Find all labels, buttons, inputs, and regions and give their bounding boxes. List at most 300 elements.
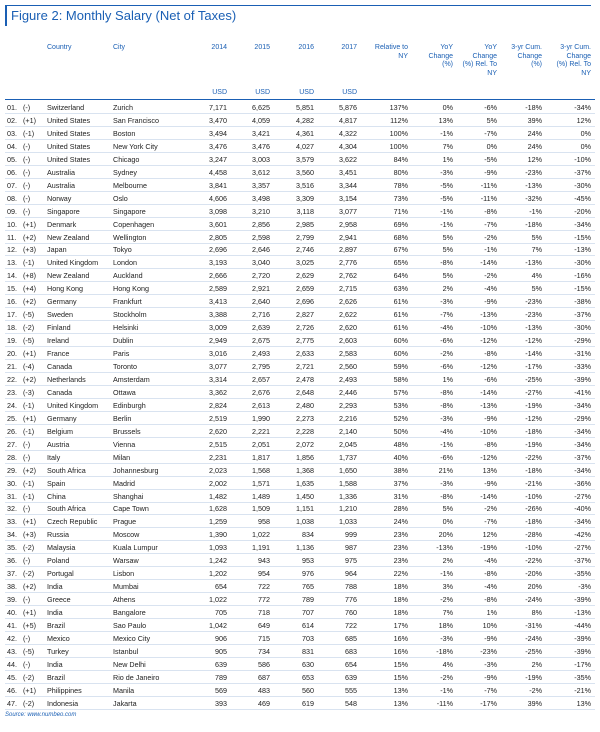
country-cell: Spain: [47, 478, 66, 488]
salary-2015-cell: 722: [258, 582, 270, 592]
salary-2014-cell: 1,242: [209, 556, 227, 566]
yoy-change-cell: 0%: [442, 517, 453, 527]
salary-2016-cell: 653: [302, 672, 314, 682]
rank-change-cell: (-): [23, 180, 31, 190]
header-yoy-change: YoY Change (%): [428, 44, 453, 68]
relative-to-ny-cell: 18%: [393, 582, 408, 592]
table-row: [5, 218, 595, 231]
salary-2017-cell: 1,033: [339, 517, 357, 527]
country-cell: Norway: [47, 193, 72, 203]
salary-2014-cell: 4,458: [209, 167, 227, 177]
salary-2016-cell: 831: [302, 646, 314, 656]
yoy-change-rel-ny-cell: -8%: [484, 595, 497, 605]
city-cell: Warsaw: [113, 556, 139, 566]
salary-2014-cell: 3,388: [209, 310, 227, 320]
three-yr-change-rel-ny-cell: -21%: [574, 685, 591, 695]
yoy-change-cell: 13%: [438, 115, 453, 125]
city-cell: Edinburgh: [113, 400, 146, 410]
three-yr-change-cell: -28%: [525, 530, 542, 540]
country-cell: United Kingdom: [47, 258, 99, 268]
salary-2016-cell: 2,775: [296, 336, 314, 346]
rank-change-cell: (+1): [23, 413, 36, 423]
salary-2014-cell: 3,247: [209, 154, 227, 164]
salary-2014-cell: 3,494: [209, 128, 227, 138]
yoy-change-cell: -2%: [440, 349, 453, 359]
three-yr-change-rel-ny-cell: -10%: [574, 154, 591, 164]
city-cell: Moscow: [113, 530, 140, 540]
salary-2015-cell: 2,657: [252, 374, 270, 384]
yoy-change-cell: -6%: [440, 452, 453, 462]
country-cell: Belgium: [47, 426, 73, 436]
rank-change-cell: (+2): [23, 232, 36, 242]
three-yr-change-cell: -21%: [525, 478, 542, 488]
table-row: [5, 256, 595, 269]
yoy-change-rel-ny-cell: -4%: [484, 284, 497, 294]
unit-2015: USD: [255, 89, 270, 96]
table-row: [5, 101, 595, 114]
salary-2017-cell: 3,451: [339, 167, 357, 177]
yoy-change-cell: 5%: [442, 232, 453, 242]
country-cell: Singapore: [47, 206, 80, 216]
relative-to-ny-cell: 67%: [393, 245, 408, 255]
table-row: [5, 347, 595, 360]
city-cell: Tokyo: [113, 245, 132, 255]
yoy-change-rel-ny-cell: -12%: [480, 452, 497, 462]
three-yr-change-cell: -18%: [525, 103, 542, 112]
city-cell: Manila: [113, 685, 135, 695]
salary-2015-cell: 958: [258, 517, 270, 527]
relative-to-ny-cell: 112%: [390, 115, 408, 125]
three-yr-change-cell: 5%: [531, 232, 542, 242]
salary-2016-cell: 4,282: [296, 115, 314, 125]
city-cell: Milan: [113, 452, 131, 462]
salary-2014-cell: 7,171: [209, 103, 227, 112]
salary-2015-cell: 687: [258, 672, 270, 682]
three-yr-change-rel-ny-cell: -35%: [574, 569, 591, 579]
salary-2014-cell: 1,202: [209, 569, 227, 579]
three-yr-change-rel-ny-cell: -27%: [574, 543, 591, 553]
rank-change-cell: (-1): [23, 426, 35, 436]
source-note: Source: www.numbeo.com: [5, 712, 77, 718]
yoy-change-rel-ny-cell: -13%: [480, 310, 497, 320]
salary-2017-cell: 4,817: [339, 115, 357, 125]
rank-change-cell: (+2): [23, 582, 36, 592]
salary-2017-cell: 3,077: [339, 206, 357, 216]
salary-2017-cell: 2,620: [339, 323, 357, 333]
three-yr-change-rel-ny-cell: -39%: [574, 633, 591, 643]
city-cell: Rio de Janeiro: [113, 672, 160, 682]
salary-2014-cell: 1,390: [209, 530, 227, 540]
three-yr-change-rel-ny-cell: -37%: [574, 556, 591, 566]
rank-change-cell: (-): [23, 154, 31, 164]
salary-2017-cell: 3,154: [339, 193, 357, 203]
three-yr-change-rel-ny-cell: -42%: [574, 530, 591, 540]
country-cell: Japan: [47, 245, 67, 255]
three-yr-change-rel-ny-cell: -27%: [574, 491, 591, 501]
city-cell: Ottawa: [113, 387, 136, 397]
column-headers: [5, 44, 595, 94]
relative-to-ny-cell: 28%: [393, 504, 408, 514]
relative-to-ny-cell: 68%: [393, 232, 408, 242]
yoy-change-rel-ny-cell: -7%: [484, 128, 497, 138]
header-2016: 2016: [298, 44, 314, 51]
salary-2015-cell: 649: [258, 621, 270, 630]
salary-2016-cell: 2,633: [296, 349, 314, 359]
table-row: [5, 334, 595, 347]
rank-change-cell: (-5): [23, 336, 35, 346]
salary-2016-cell: 3,025: [296, 258, 314, 268]
three-yr-change-rel-ny-cell: -37%: [574, 452, 591, 462]
rank-cell: 10.: [7, 219, 17, 229]
salary-2016-cell: 2,273: [296, 413, 314, 423]
salary-2014-cell: 569: [215, 685, 227, 695]
table-row: [5, 231, 595, 244]
relative-to-ny-cell: 37%: [393, 478, 408, 488]
yoy-change-rel-ny-cell: -8%: [484, 206, 497, 216]
yoy-change-cell: 5%: [442, 504, 453, 514]
salary-2017-cell: 683: [345, 646, 357, 656]
salary-2016-cell: 1,856: [296, 452, 314, 462]
yoy-change-rel-ny-cell: -9%: [484, 413, 497, 423]
salary-2015-cell: 483: [258, 685, 270, 695]
salary-2017-cell: 788: [345, 582, 357, 592]
table-row: [5, 192, 595, 205]
three-yr-change-rel-ny-cell: -34%: [574, 400, 591, 410]
yoy-change-cell: -3%: [440, 297, 453, 307]
salary-2014-cell: 1,482: [209, 491, 227, 501]
salary-2014-cell: 2,824: [209, 400, 227, 410]
table-row: [5, 502, 595, 515]
salary-2015-cell: 715: [258, 633, 270, 643]
salary-2016-cell: 2,480: [296, 400, 314, 410]
salary-2016-cell: 4,027: [296, 141, 314, 151]
salary-2017-cell: 2,560: [339, 362, 357, 371]
salary-2017-cell: 2,583: [339, 349, 357, 359]
salary-2016-cell: 2,746: [296, 245, 314, 255]
salary-2014-cell: 3,476: [209, 141, 227, 151]
salary-2016-cell: 2,478: [296, 374, 314, 384]
country-cell: Portugal: [47, 569, 74, 579]
three-yr-change-cell: -10%: [525, 491, 542, 501]
header-2014: 2014: [211, 44, 227, 51]
table-row: [5, 308, 595, 321]
three-yr-change-cell: -19%: [525, 672, 542, 682]
yoy-change-cell: 7%: [442, 608, 453, 618]
country-cell: India: [47, 608, 63, 618]
salary-2015-cell: 2,921: [252, 284, 270, 294]
city-cell: Athens: [113, 595, 136, 605]
salary-2017-cell: 2,622: [339, 310, 357, 320]
city-cell: Istanbul: [113, 646, 139, 656]
salary-2017-cell: 2,626: [339, 297, 357, 307]
three-yr-change-cell: -19%: [525, 439, 542, 449]
unit-2016: USD: [299, 89, 314, 96]
three-yr-change-rel-ny-cell: 0%: [580, 128, 591, 138]
salary-2017-cell: 760: [345, 608, 357, 618]
rank-cell: 23.: [7, 387, 17, 397]
salary-2015-cell: 1,191: [252, 543, 270, 553]
salary-2015-cell: 1,022: [252, 530, 270, 540]
relative-to-ny-cell: 71%: [393, 206, 408, 216]
table-row: [5, 438, 595, 451]
relative-to-ny-cell: 18%: [393, 595, 408, 605]
rank-change-cell: (+1): [23, 219, 36, 229]
salary-2017-cell: 2,446: [339, 387, 357, 397]
rank-cell: 46.: [7, 685, 17, 695]
three-yr-change-cell: 39%: [527, 115, 542, 125]
salary-2015-cell: 2,639: [252, 323, 270, 333]
rank-cell: 29.: [7, 465, 17, 475]
rank-cell: 16.: [7, 297, 17, 307]
relative-to-ny-cell: 61%: [393, 297, 408, 307]
header-relative-ny: Relative to NY: [374, 44, 408, 60]
country-cell: Australia: [47, 180, 75, 190]
yoy-change-cell: -3%: [440, 167, 453, 177]
three-yr-change-cell: 20%: [527, 582, 542, 592]
relative-to-ny-cell: 31%: [393, 491, 408, 501]
yoy-change-rel-ny-cell: -12%: [480, 336, 497, 346]
three-yr-change-cell: -1%: [529, 206, 542, 216]
relative-to-ny-cell: 57%: [393, 387, 408, 397]
rank-cell: 30.: [7, 478, 17, 488]
rank-change-cell: (-): [23, 504, 31, 514]
relative-to-ny-cell: 15%: [393, 659, 408, 669]
rank-cell: 34.: [7, 530, 17, 540]
relative-to-ny-cell: 73%: [393, 193, 408, 203]
yoy-change-rel-ny-cell: -10%: [480, 323, 497, 333]
yoy-change-cell: -1%: [440, 685, 453, 695]
country-cell: Brazil: [47, 672, 65, 682]
three-yr-change-rel-ny-cell: -20%: [574, 206, 591, 216]
rank-cell: 01.: [7, 103, 17, 112]
salary-2016-cell: 3,579: [296, 154, 314, 164]
three-yr-change-rel-ny-cell: -34%: [574, 465, 591, 475]
yoy-change-cell: 4%: [442, 659, 453, 669]
yoy-change-rel-ny-cell: -23%: [480, 646, 497, 656]
city-cell: Kuala Lumpur: [113, 543, 158, 553]
salary-2014-cell: 1,042: [209, 621, 227, 630]
table-row: [5, 386, 595, 399]
country-cell: Germany: [47, 297, 77, 307]
rank-change-cell: (-): [23, 103, 31, 112]
rank-cell: 32.: [7, 504, 17, 514]
rank-cell: 28.: [7, 452, 17, 462]
yoy-change-rel-ny-cell: 12%: [482, 530, 497, 540]
relative-to-ny-cell: 61%: [393, 310, 408, 320]
salary-2016-cell: 3,118: [296, 206, 314, 216]
three-yr-change-rel-ny-cell: -39%: [574, 374, 591, 384]
salary-2015-cell: 1,509: [252, 504, 270, 514]
yoy-change-rel-ny-cell: 5%: [486, 115, 497, 125]
rank-cell: 36.: [7, 556, 17, 566]
relative-to-ny-cell: 84%: [393, 154, 408, 164]
yoy-change-cell: -3%: [440, 633, 453, 643]
rank-cell: 42.: [7, 633, 17, 643]
salary-2015-cell: 1,571: [252, 478, 270, 488]
header-yoy-change-rel-ny: YoY Change (%) Rel. To NY: [462, 44, 497, 77]
three-yr-change-cell: -26%: [525, 504, 542, 514]
salary-2016-cell: 2,648: [296, 387, 314, 397]
salary-2014-cell: 906: [215, 633, 227, 643]
salary-2014-cell: 4,606: [209, 193, 227, 203]
yoy-change-cell: -1%: [440, 219, 453, 229]
salary-2016-cell: 4,361: [296, 128, 314, 138]
salary-2017-cell: 2,603: [339, 336, 357, 346]
salary-2014-cell: 2,515: [209, 439, 227, 449]
three-yr-change-cell: -10%: [525, 543, 542, 553]
salary-2015-cell: 2,676: [252, 387, 270, 397]
yoy-change-rel-ny-cell: 13%: [482, 465, 497, 475]
salary-2015-cell: 1,817: [252, 452, 270, 462]
yoy-change-rel-ny-cell: 10%: [482, 621, 497, 630]
rank-change-cell: (+2): [23, 297, 36, 307]
header-country: Country: [47, 44, 72, 51]
yoy-change-rel-ny-cell: -7%: [484, 219, 497, 229]
city-cell: Oslo: [113, 193, 128, 203]
three-yr-change-cell: -12%: [525, 413, 542, 423]
rank-cell: 45.: [7, 672, 17, 682]
table-row: [5, 451, 595, 464]
salary-2014-cell: 1,022: [209, 595, 227, 605]
country-cell: Philippines: [47, 685, 82, 695]
salary-2015-cell: 2,051: [252, 439, 270, 449]
three-yr-change-cell: 5%: [531, 284, 542, 294]
salary-2016-cell: 703: [302, 633, 314, 643]
yoy-change-cell: -1%: [440, 569, 453, 579]
relative-to-ny-cell: 80%: [393, 167, 408, 177]
city-cell: Johannesburg: [113, 465, 159, 475]
three-yr-change-cell: -19%: [525, 400, 542, 410]
salary-2017-cell: 2,897: [339, 245, 357, 255]
salary-2014-cell: 2,620: [209, 426, 227, 436]
relative-to-ny-cell: 60%: [393, 336, 408, 346]
city-cell: Copenhagen: [113, 219, 155, 229]
country-cell: Sweden: [47, 310, 73, 320]
three-yr-change-cell: -23%: [525, 167, 542, 177]
three-yr-change-cell: -18%: [525, 517, 542, 527]
table-row: [5, 243, 595, 256]
country-cell: United States: [47, 115, 91, 125]
salary-2014-cell: 1,259: [209, 517, 227, 527]
city-cell: Toronto: [113, 362, 137, 371]
header-3yr-change-rel-ny: 3-yr Cum. Change (%) Rel. To NY: [556, 44, 591, 77]
rank-change-cell: (+2): [23, 374, 36, 384]
country-cell: New Zealand: [47, 232, 90, 242]
unit-2017: USD: [342, 89, 357, 96]
yoy-change-cell: -4%: [440, 426, 453, 436]
yoy-change-rel-ny-cell: -8%: [484, 349, 497, 359]
salary-2014-cell: 2,805: [209, 232, 227, 242]
salary-2015-cell: 3,357: [252, 180, 270, 190]
table-row: [5, 554, 595, 567]
rank-change-cell: (-1): [23, 128, 35, 138]
yoy-change-rel-ny-cell: -17%: [480, 698, 497, 708]
rank-cell: 37.: [7, 569, 17, 579]
relative-to-ny-cell: 137%: [389, 103, 408, 112]
yoy-change-rel-ny-cell: -12%: [480, 362, 497, 371]
city-cell: San Francisco: [113, 115, 159, 125]
salary-2017-cell: 2,216: [339, 413, 357, 423]
city-cell: New Delhi: [113, 659, 146, 669]
country-cell: China: [47, 491, 66, 501]
salary-2015-cell: 3,210: [252, 206, 270, 216]
salary-2015-cell: 1,568: [252, 465, 270, 475]
table-row: [5, 127, 595, 140]
salary-2015-cell: 1,489: [252, 491, 270, 501]
yoy-change-rel-ny-cell: -8%: [484, 569, 497, 579]
yoy-change-cell: -1%: [440, 128, 453, 138]
yoy-change-cell: -5%: [440, 180, 453, 190]
city-cell: Berlin: [113, 413, 132, 423]
rank-cell: 39.: [7, 595, 17, 605]
salary-2015-cell: 3,476: [252, 141, 270, 151]
salary-2017-cell: 555: [345, 685, 357, 695]
header-2015: 2015: [254, 44, 270, 51]
three-yr-change-rel-ny-cell: 12%: [576, 115, 591, 125]
relative-to-ny-cell: 23%: [393, 556, 408, 566]
country-cell: Finland: [47, 323, 71, 333]
country-cell: Australia: [47, 167, 75, 177]
salary-2014-cell: 2,002: [209, 478, 227, 488]
rank-change-cell: (-): [23, 141, 31, 151]
table-row: [5, 153, 595, 166]
salary-2017-cell: 2,715: [339, 284, 357, 294]
three-yr-change-rel-ny-cell: -34%: [574, 103, 591, 112]
relative-to-ny-cell: 23%: [393, 543, 408, 553]
salary-2014-cell: 639: [215, 659, 227, 669]
salary-2017-cell: 722: [345, 621, 357, 630]
three-yr-change-rel-ny-cell: -29%: [574, 336, 591, 346]
salary-2016-cell: 765: [302, 582, 314, 592]
three-yr-change-rel-ny-cell: -44%: [574, 621, 591, 630]
salary-2016-cell: 789: [302, 595, 314, 605]
city-cell: Boston: [113, 128, 136, 138]
yoy-change-rel-ny-cell: -4%: [484, 556, 497, 566]
salary-2014-cell: 3,413: [209, 297, 227, 307]
three-yr-change-cell: 24%: [527, 141, 542, 151]
header-divider: [5, 99, 595, 100]
salary-2014-cell: 2,519: [209, 413, 227, 423]
relative-to-ny-cell: 52%: [393, 413, 408, 423]
table-row: [5, 606, 595, 619]
three-yr-change-rel-ny-cell: -31%: [574, 349, 591, 359]
rank-cell: 14.: [7, 271, 17, 281]
salary-2014-cell: 3,077: [209, 362, 227, 371]
country-cell: Czech Republic: [47, 517, 98, 527]
three-yr-change-rel-ny-cell: -15%: [574, 284, 591, 294]
salary-2017-cell: 2,776: [339, 258, 357, 268]
three-yr-change-rel-ny-cell: -34%: [574, 219, 591, 229]
yoy-change-cell: -7%: [440, 310, 453, 320]
three-yr-change-rel-ny-cell: -37%: [574, 167, 591, 177]
salary-2017-cell: 2,762: [339, 271, 357, 281]
salary-2014-cell: 2,949: [209, 336, 227, 346]
yoy-change-cell: -11%: [436, 698, 453, 708]
country-cell: United States: [47, 154, 91, 164]
yoy-change-rel-ny-cell: -9%: [484, 167, 497, 177]
yoy-change-rel-ny-cell: 1%: [486, 608, 497, 618]
city-cell: Wellington: [113, 232, 147, 242]
rank-cell: 15.: [7, 284, 17, 294]
yoy-change-rel-ny-cell: -3%: [484, 659, 497, 669]
salary-2017-cell: 999: [345, 530, 357, 540]
three-yr-change-cell: -13%: [525, 258, 542, 268]
yoy-change-rel-ny-cell: -9%: [484, 297, 497, 307]
table-row: [5, 166, 595, 179]
rank-cell: 13.: [7, 258, 17, 268]
table-row: [5, 541, 595, 554]
salary-2014-cell: 705: [215, 608, 227, 618]
